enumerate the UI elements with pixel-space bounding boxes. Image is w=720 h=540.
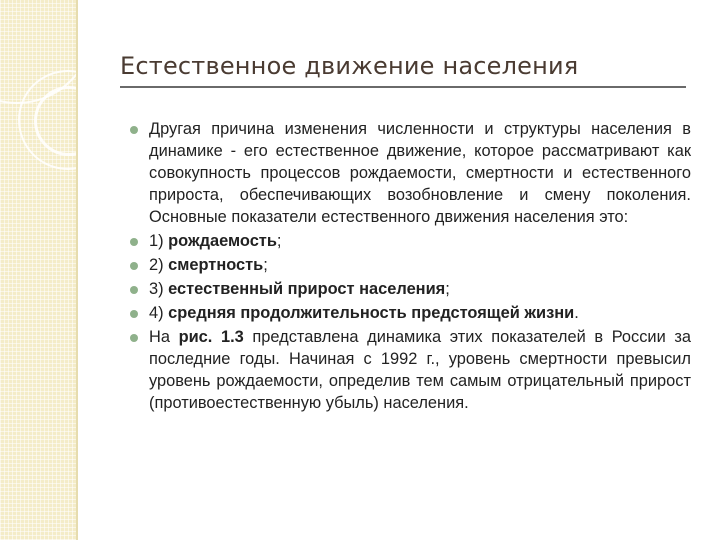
list-item xyxy=(128,118,691,228)
bullet-icon xyxy=(130,286,138,294)
item-prefix: 3) xyxy=(149,280,169,298)
bullet-icon xyxy=(130,126,138,134)
item-suffix: представлена динамика этих показателей в России за последние годы. Начиная с 1992 г., уровень смертности превысил уровень рождаемости, определив тем самым отрицательный прирост (противоестественную убыль) населения. xyxy=(149,328,691,412)
bullet-icon xyxy=(130,334,138,342)
bullet-icon xyxy=(130,310,138,318)
title-block xyxy=(120,52,686,88)
list-item xyxy=(128,254,691,276)
title-underline xyxy=(120,86,686,88)
list-item xyxy=(128,278,691,300)
decorative-side-panel xyxy=(0,0,78,540)
list-item xyxy=(128,230,691,252)
item-suffix: ; xyxy=(276,232,282,250)
side-panel-edge xyxy=(76,0,78,540)
item-bold: рис. 1.3 xyxy=(178,328,244,346)
bullet-icon xyxy=(130,262,138,270)
item-prefix: 1) xyxy=(149,232,169,250)
item-bold: рождаемость xyxy=(168,232,277,250)
item-suffix: . xyxy=(574,304,579,322)
bullet-list xyxy=(128,118,691,414)
list-item xyxy=(128,302,691,324)
item-suffix: ; xyxy=(445,280,450,298)
item-bold: средняя продолжительность предстоящей жизни xyxy=(168,304,575,322)
slide-title: Естественное движение населения xyxy=(120,52,579,80)
item-prefix: 2) xyxy=(149,256,169,274)
item-suffix: ; xyxy=(263,256,268,274)
bullet-icon xyxy=(130,238,138,246)
item-bold: смертность xyxy=(168,256,264,274)
item-prefix: На xyxy=(149,328,179,346)
list-item xyxy=(128,326,691,414)
slide-content xyxy=(128,118,691,414)
item-text: Другая причина изменения численности и структуры населения в динамике - его естественное движение, которое рассматривают как совокупность процессов рождаемости, смертности и естественного прироста, обеспечивающих возобновление и смену поколения. Основные показатели естественного движения населения это: xyxy=(149,120,691,226)
item-prefix: 4) xyxy=(149,304,169,322)
item-bold: естественный прирост населения xyxy=(168,280,446,298)
